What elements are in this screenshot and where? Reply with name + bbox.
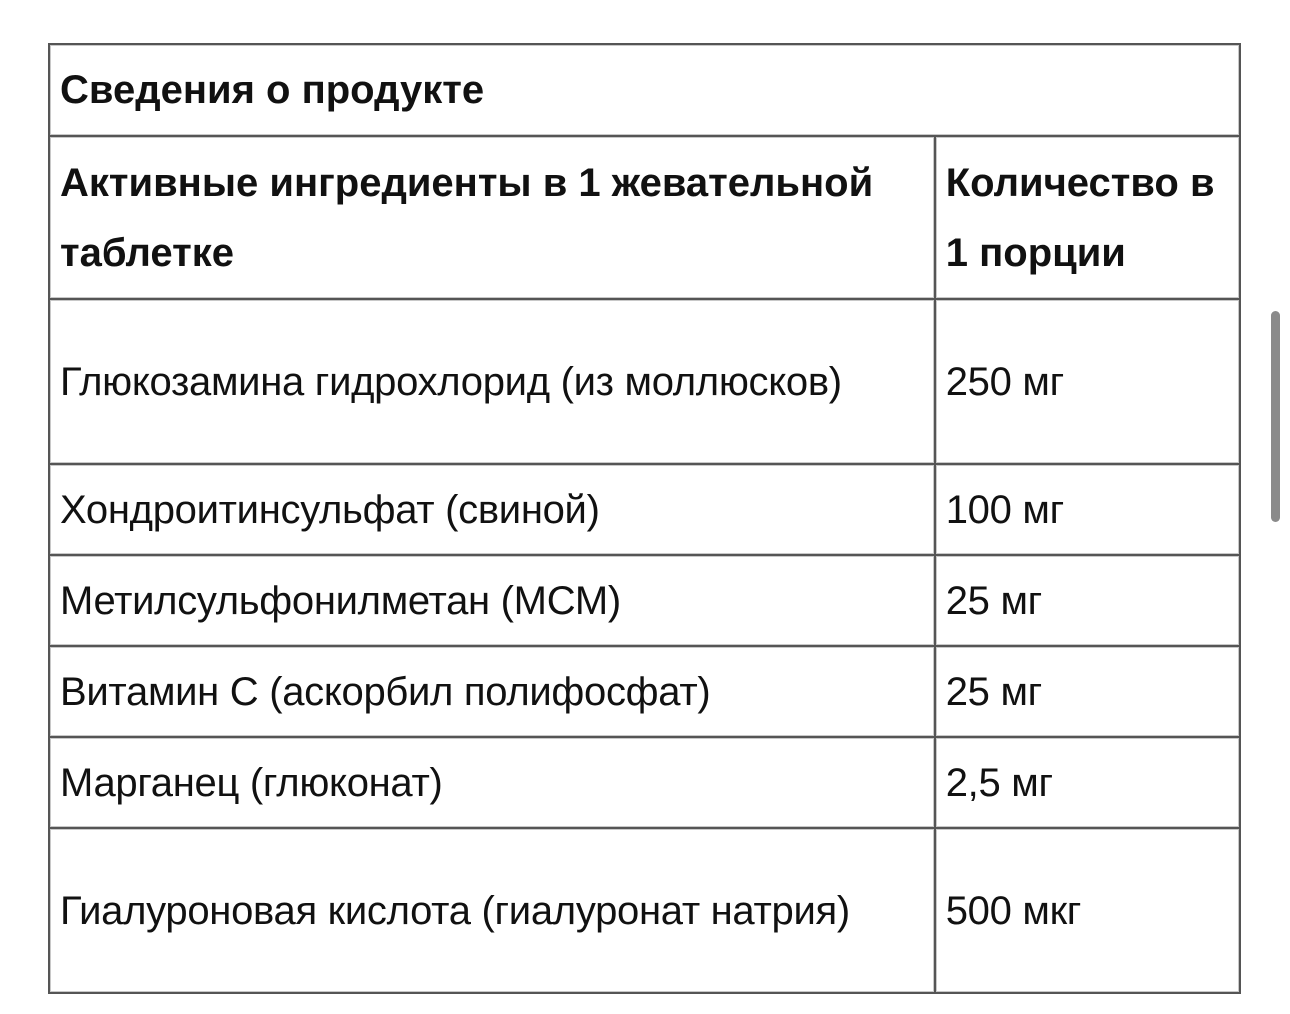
table-row — [49, 299, 1240, 464]
ingredient-cell: Марганец (глюконат) — [49, 737, 935, 828]
amount-cell: 25 мг — [935, 646, 1240, 737]
ingredient-cell: Витамин С (аскорбил полифосфат) — [49, 646, 935, 737]
ingredient-cell: Хондроитинсульфат (свиной) — [49, 464, 935, 555]
amount-cell: 250 мг — [935, 299, 1240, 464]
table-title-row — [49, 44, 1240, 136]
amount-cell: 100 мг — [935, 464, 1240, 555]
ingredient-cell: Метилсульфонилметан (МСМ) — [49, 555, 935, 646]
table-row — [49, 646, 1240, 737]
amount-cell: 25 мг — [935, 555, 1240, 646]
vertical-scrollbar[interactable] — [1271, 311, 1280, 522]
table-header-row — [49, 136, 1240, 299]
table-row — [49, 555, 1240, 646]
table-row — [49, 828, 1240, 993]
header-ingredient: Активные ингредиенты в 1 жевательной таблетке — [49, 136, 935, 299]
table-row — [49, 737, 1240, 828]
amount-cell: 2,5 мг — [935, 737, 1240, 828]
table-title: Сведения о продукте — [49, 44, 1240, 136]
table-row — [49, 464, 1240, 555]
ingredient-cell: Глюкозамина гидрохлорид (из моллюсков) — [49, 299, 935, 464]
amount-cell: 500 мкг — [935, 828, 1240, 993]
ingredient-cell: Гиалуроновая кислота (гиалуронат натрия) — [49, 828, 935, 993]
header-amount: Количество в 1 порции — [935, 136, 1240, 299]
product-info-table — [48, 43, 1241, 994]
